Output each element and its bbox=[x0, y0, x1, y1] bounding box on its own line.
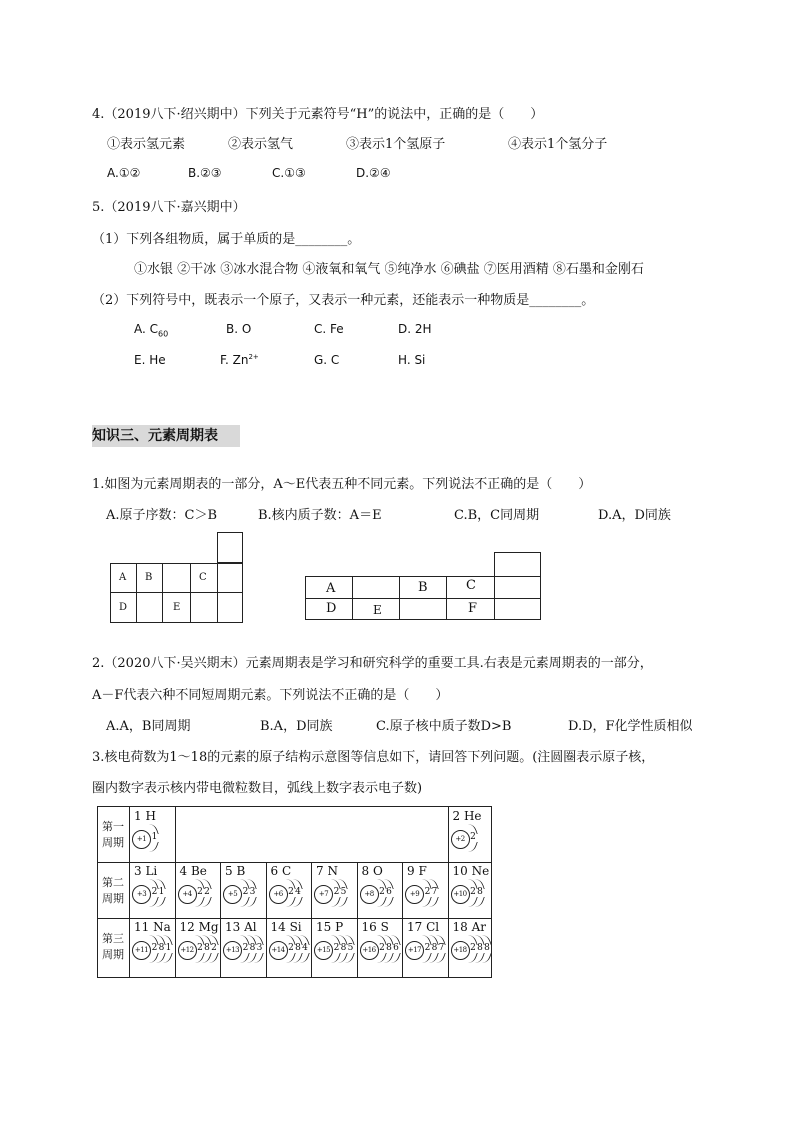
periodic-fragment-left: A B C D E bbox=[110, 532, 244, 623]
electron-count: 2 bbox=[470, 887, 476, 897]
element-cell-li bbox=[132, 864, 172, 916]
element-label: 8 O bbox=[361, 864, 383, 878]
nucleus-circle: +6 bbox=[269, 885, 288, 904]
element-label: 3 Li bbox=[134, 864, 158, 878]
electron-count: 8 bbox=[340, 943, 347, 953]
nucleus-circle: +1 bbox=[132, 830, 151, 849]
electron-count: 2 bbox=[211, 943, 217, 953]
electron-shell bbox=[204, 935, 210, 963]
s3-stem: 3.核电荷数为1～18的元素的原子结构示意图等信息如下，请回答下列问题。(注圆圈表示原子核， bbox=[92, 750, 655, 765]
element-cell-h bbox=[132, 809, 172, 860]
electron-count: 2 bbox=[151, 887, 158, 897]
electron-count: 1 bbox=[165, 943, 172, 953]
element-label: 7 N bbox=[316, 864, 338, 878]
electron-shell bbox=[379, 879, 385, 907]
electron-shell bbox=[386, 935, 392, 963]
nucleus-circle: +5 bbox=[223, 885, 242, 904]
electron-shell bbox=[204, 879, 210, 907]
element-label: 9 F bbox=[407, 864, 427, 878]
q5-option-f: F. $Zn^{2+}$ bbox=[220, 353, 259, 367]
s1-option-a: A.原子序数：C＞B bbox=[106, 508, 218, 523]
s3-stem-2: 圈内数字表示核内带电微粒数目，弧线上数字表示电子数) bbox=[92, 781, 423, 796]
section-heading: 知识三、元素周期表 bbox=[92, 425, 240, 447]
electron-count: 8 bbox=[477, 887, 483, 897]
element-cell-f bbox=[405, 864, 445, 916]
electron-shell bbox=[477, 935, 483, 963]
electron-count: 5 bbox=[347, 943, 354, 953]
electron-count: 3 bbox=[256, 943, 263, 953]
electron-shell bbox=[288, 879, 294, 907]
nucleus-circle: +14 bbox=[269, 941, 288, 960]
nucleus-circle: +4 bbox=[178, 885, 197, 904]
electron-count: 8 bbox=[158, 943, 165, 953]
electron-count: 2 bbox=[197, 887, 203, 897]
q4-option-a: A.①② bbox=[107, 166, 141, 180]
electron-shell bbox=[431, 935, 437, 963]
s2-option-a: A.A，B同周期 bbox=[106, 719, 191, 734]
element-cell-na bbox=[132, 920, 172, 975]
element-cell-ne bbox=[451, 864, 491, 916]
electron-shell bbox=[333, 879, 339, 907]
electron-shell bbox=[470, 935, 476, 963]
q5-stem: 5.（2019八下·嘉兴期中） bbox=[92, 200, 246, 215]
electron-count: 4 bbox=[302, 943, 308, 953]
electron-shell bbox=[249, 879, 255, 907]
electron-count: 6 bbox=[386, 887, 392, 897]
electron-shell bbox=[242, 935, 248, 963]
electron-count: 1 bbox=[151, 832, 158, 842]
q5-option-a: A. $C_{60}$ bbox=[134, 322, 169, 339]
electron-count: 8 bbox=[295, 943, 301, 953]
electron-count: 2 bbox=[379, 887, 385, 897]
electron-shell bbox=[470, 824, 476, 852]
electron-shell bbox=[197, 935, 203, 963]
q4-option-d: D.②④ bbox=[356, 166, 391, 180]
element-label: 10 Ne bbox=[452, 864, 490, 878]
electron-shell bbox=[165, 935, 171, 963]
electron-shell bbox=[151, 879, 157, 907]
element-label: 15 P bbox=[316, 920, 344, 934]
electron-shell bbox=[302, 935, 308, 963]
q4-item-1: ①表示氢元素 bbox=[107, 137, 186, 152]
element-cell-n bbox=[314, 864, 354, 916]
nucleus-circle: +15 bbox=[314, 941, 333, 960]
electron-count: 8 bbox=[477, 943, 483, 953]
q5-option-e: E. He bbox=[134, 353, 166, 367]
q5-part1-items: ①水银 ②干冰 ③冰水混合物 ④液氧和氧气 ⑤纯净水 ⑥碘盐 ⑦医用酒精 ⑧石墨和金刚石 bbox=[134, 262, 644, 277]
element-label: 5 B bbox=[225, 864, 246, 878]
electron-shell bbox=[484, 935, 490, 963]
electron-shell bbox=[379, 935, 385, 963]
period-3-label: 第三周期 bbox=[102, 932, 124, 961]
q4-item-4: ④表示1个氢分子 bbox=[508, 137, 608, 152]
electron-count: 7 bbox=[438, 943, 445, 953]
electron-count: 2 bbox=[333, 887, 340, 897]
electron-count: 7 bbox=[431, 887, 438, 897]
electron-count: 3 bbox=[249, 887, 256, 897]
electron-count: 2 bbox=[204, 887, 210, 897]
period-2-label: 第二周期 bbox=[102, 876, 124, 905]
q4-item-2: ②表示氢气 bbox=[228, 137, 294, 152]
electron-shell bbox=[424, 935, 430, 963]
element-cell-ar bbox=[451, 920, 491, 975]
element-label: 1 H bbox=[134, 809, 156, 823]
nucleus-circle: +10 bbox=[451, 885, 470, 904]
electron-shell bbox=[470, 879, 476, 907]
period-1-label: 第一周期 bbox=[102, 820, 124, 849]
electron-shell bbox=[295, 935, 301, 963]
nucleus-circle: +11 bbox=[132, 941, 151, 960]
element-label: 18 Ar bbox=[452, 920, 486, 934]
nucleus-circle: +13 bbox=[223, 941, 242, 960]
electron-shell bbox=[393, 935, 399, 963]
electron-count: 2 bbox=[470, 832, 476, 842]
electron-shell bbox=[288, 935, 294, 963]
element-cell-he bbox=[451, 809, 491, 860]
element-label: 17 Cl bbox=[407, 920, 440, 934]
electron-count: 5 bbox=[340, 887, 347, 897]
nucleus-circle: +17 bbox=[405, 941, 424, 960]
electron-shell bbox=[295, 879, 301, 907]
nucleus-circle: +7 bbox=[314, 885, 333, 904]
element-cell-al bbox=[223, 920, 263, 975]
s2-stem-2: A－F代表六种不同短周期元素。下列说法不正确的是（ ） bbox=[92, 688, 449, 703]
electron-count: 2 bbox=[424, 943, 431, 953]
electron-shell bbox=[158, 879, 164, 907]
electron-shell bbox=[386, 879, 392, 907]
electron-shell bbox=[431, 879, 437, 907]
nucleus-circle: +16 bbox=[360, 941, 379, 960]
electron-count: 8 bbox=[249, 943, 256, 953]
nucleus-circle: +9 bbox=[405, 885, 424, 904]
electron-shell bbox=[438, 935, 444, 963]
element-cell-be bbox=[178, 864, 218, 916]
s2-option-c: C.原子核中质子数D>B bbox=[376, 719, 512, 734]
q5-option-b: B. O bbox=[226, 322, 252, 336]
element-cell-s bbox=[360, 920, 400, 975]
electron-count: 2 bbox=[242, 887, 249, 897]
periodic-fragment-right: A B C D E F bbox=[305, 552, 541, 620]
s1-option-b: B.核内质子数：A＝E bbox=[258, 508, 382, 523]
element-label: 16 S bbox=[361, 920, 389, 934]
element-cell-mg bbox=[178, 920, 218, 975]
element-label: 4 Be bbox=[179, 864, 207, 878]
q5-option-h: H. Si bbox=[398, 353, 426, 367]
q5-option-g: G. C bbox=[314, 353, 340, 367]
element-label: 13 Al bbox=[225, 920, 257, 934]
q5-option-d: D. 2H bbox=[398, 322, 432, 336]
electron-count: 2 bbox=[470, 943, 476, 953]
element-cell-p bbox=[314, 920, 354, 975]
q4-option-c: C.①③ bbox=[272, 166, 306, 180]
nucleus-circle: +3 bbox=[132, 885, 151, 904]
electron-shell bbox=[340, 879, 346, 907]
nucleus-circle: +18 bbox=[451, 941, 470, 960]
electron-count: 2 bbox=[242, 943, 249, 953]
electron-count: 2 bbox=[379, 943, 385, 953]
electron-count: 2 bbox=[424, 887, 431, 897]
element-cell-c bbox=[269, 864, 309, 916]
electron-count: 8 bbox=[484, 943, 490, 953]
electron-count: 2 bbox=[288, 887, 294, 897]
electron-count: 2 bbox=[151, 943, 158, 953]
q4-item-3: ③表示1个氢原子 bbox=[346, 137, 446, 152]
electron-shell bbox=[347, 935, 353, 963]
electron-shell bbox=[340, 935, 346, 963]
electron-shell bbox=[477, 879, 483, 907]
electron-shell bbox=[151, 935, 157, 963]
electron-count: 8 bbox=[386, 943, 392, 953]
electron-shell bbox=[256, 935, 262, 963]
electron-shell bbox=[249, 935, 255, 963]
atomic-structure-table bbox=[97, 806, 492, 978]
electron-count: 4 bbox=[295, 887, 301, 897]
element-label: 2 He bbox=[452, 809, 482, 823]
electron-count: 1 bbox=[158, 887, 165, 897]
electron-count: 2 bbox=[197, 943, 203, 953]
q4-option-b: B.②③ bbox=[188, 166, 222, 180]
element-label: 12 Mg bbox=[179, 920, 219, 934]
nucleus-circle: +2 bbox=[451, 830, 470, 849]
element-cell-cl bbox=[405, 920, 445, 975]
element-cell-o bbox=[360, 864, 400, 916]
electron-count: 2 bbox=[288, 943, 294, 953]
electron-shell bbox=[158, 935, 164, 963]
electron-count: 2 bbox=[333, 943, 340, 953]
q5-part1: （1）下列各组物质，属于单质的是________。 bbox=[92, 232, 361, 247]
nucleus-circle: +12 bbox=[178, 941, 197, 960]
electron-count: 8 bbox=[204, 943, 210, 953]
electron-shell bbox=[197, 879, 203, 907]
element-cell-b bbox=[223, 864, 263, 916]
s1-option-c: C.B，C同周期 bbox=[454, 508, 540, 523]
electron-shell bbox=[333, 935, 339, 963]
electron-shell bbox=[151, 824, 157, 852]
electron-shell bbox=[211, 935, 217, 963]
element-label: 6 C bbox=[270, 864, 292, 878]
electron-count: 8 bbox=[431, 943, 438, 953]
electron-shell bbox=[424, 879, 430, 907]
element-label: 11 Na bbox=[134, 920, 171, 934]
q4-stem: 4.（2019八下·绍兴期中）下列关于元素符号“H”的说法中，正确的是（ ） bbox=[92, 107, 544, 122]
electron-shell bbox=[242, 879, 248, 907]
s2-option-b: B.A，D同族 bbox=[260, 719, 333, 734]
s2-stem: 2.（2020八下·吴兴期末）元素周期表是学习和研究科学的重要工具.右表是元素周期表的一部分， bbox=[92, 656, 653, 671]
electron-count: 6 bbox=[393, 943, 399, 953]
s1-option-d: D.A，D同族 bbox=[598, 508, 671, 523]
q5-option-c: C. Fe bbox=[314, 322, 344, 336]
s2-option-d: D.D，F化学性质相似 bbox=[568, 719, 693, 734]
nucleus-circle: +8 bbox=[360, 885, 379, 904]
q5-part2: （2）下列符号中，既表示一个原子，又表示一种元素，还能表示一种物质是________。 bbox=[92, 293, 595, 308]
element-cell-si bbox=[269, 920, 309, 975]
s1-stem: 1.如图为元素周期表的一部分，A～E代表五种不同元素。下列说法不正确的是（ ） bbox=[92, 477, 592, 492]
element-label: 14 Si bbox=[270, 920, 302, 934]
